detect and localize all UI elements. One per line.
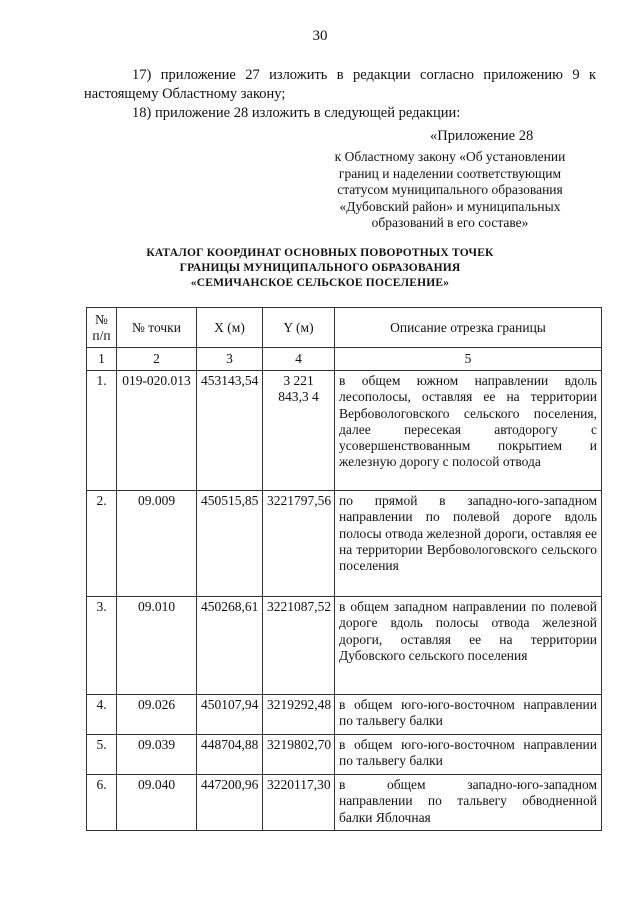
cell-y: 3221797,56 bbox=[263, 491, 335, 597]
cell-x: 450107,94 bbox=[197, 695, 263, 735]
appendix-subtitle-line: статусом муниципального образования bbox=[337, 182, 563, 197]
cell-point: 09.040 bbox=[117, 775, 197, 831]
cell-x: 447200,96 bbox=[197, 775, 263, 831]
appendix-subtitle-line: образований в его составе» bbox=[371, 215, 529, 230]
cell-point: 019-020.013 bbox=[117, 371, 197, 491]
index-cell: 2 bbox=[117, 348, 197, 371]
appendix-subtitle bbox=[312, 149, 588, 232]
paragraph-17 bbox=[84, 66, 596, 104]
catalog-title-line: «СЕМИЧАНСКОЕ СЕЛЬСКОЕ ПОСЕЛЕНИЕ» bbox=[190, 277, 450, 289]
cell-num: 5. bbox=[87, 735, 117, 775]
table-row bbox=[87, 775, 602, 831]
catalog-title-line: КАТАЛОГ КООРДИНАТ ОСНОВНЫХ ПОВОРОТНЫХ ТОЧЕК bbox=[146, 247, 494, 259]
cell-point: 09.009 bbox=[117, 491, 197, 597]
cell-point: 09.010 bbox=[117, 597, 197, 695]
appendix-subtitle-line: «Дубовский район» и муниципальных bbox=[339, 198, 561, 214]
table-row bbox=[87, 735, 602, 775]
index-cell: 4 bbox=[263, 348, 335, 371]
cell-description: в общем юго-юго-восточном направлении по тальвегу балки bbox=[335, 735, 602, 775]
paragraph-18-text: 18) приложение 28 изложить в следующей редакции: bbox=[132, 105, 461, 121]
cell-num: 3. bbox=[87, 597, 117, 695]
paragraph-17-text: 17) приложение 27 изложить в редакции согласно приложению 9 к настоящему Областному закону; bbox=[84, 67, 596, 102]
header-num: № п/п bbox=[87, 308, 117, 348]
cell-point: 09.026 bbox=[117, 695, 197, 735]
appendix-subtitle-line: к Областному закону «Об установлении bbox=[334, 149, 566, 164]
catalog-title bbox=[0, 246, 640, 291]
cell-y: 3219802,70 bbox=[263, 735, 335, 775]
cell-description: в общем западно-юго-западном направлении по тальвегу обводненной балки Яблочная bbox=[335, 775, 602, 831]
appendix-subtitle-line: границ и наделении соответствующим bbox=[338, 165, 562, 181]
paragraph-18 bbox=[84, 104, 596, 123]
header-x: X (м) bbox=[197, 308, 263, 348]
header-description: Описание отрезка границы bbox=[335, 308, 602, 348]
header-y: Y (м) bbox=[263, 308, 335, 348]
index-cell: 5 bbox=[335, 348, 602, 371]
table-row bbox=[87, 491, 602, 597]
table-row bbox=[87, 371, 602, 491]
cell-description: по прямой в западно-юго-западном направлении по полевой дороге вдоль полосы отвода железной дороги, оставляя ее на территории Вербовологовского сельского поселения bbox=[335, 491, 602, 597]
cell-description: в общем западном направлении по полевой дороге вдоль полосы отвода железной дороги, оставляя ее на территории Дубовского сельского поселения bbox=[335, 597, 602, 695]
catalog-title-line: ГРАНИЦЫ МУНИЦИПАЛЬНОГО ОБРАЗОВАНИЯ bbox=[179, 262, 461, 274]
cell-y: 3220117,30 bbox=[263, 775, 335, 831]
cell-num: 6. bbox=[87, 775, 117, 831]
table-row bbox=[87, 597, 602, 695]
cell-y: 3 221 843,3 4 bbox=[263, 371, 335, 491]
index-row bbox=[87, 348, 602, 371]
header-point: № точки bbox=[117, 308, 197, 348]
cell-y: 3221087,52 bbox=[263, 597, 335, 695]
cell-description: в общем юго-юго-восточном направлении по тальвегу балки bbox=[335, 695, 602, 735]
appendix-title: «Приложение 28 bbox=[430, 128, 534, 144]
index-cell: 3 bbox=[197, 348, 263, 371]
cell-point: 09.039 bbox=[117, 735, 197, 775]
cell-description: в общем южном направлении вдоль лесополосы, оставляя ее на территории Вербовологовского сельского поселения, далее пересекая автодорогу с усовершенствованным покрытием и железную дорогу с полосой отвода bbox=[335, 371, 602, 491]
cell-num: 1. bbox=[87, 371, 117, 491]
cell-x: 453143,54 bbox=[197, 371, 263, 491]
page-number: 30 bbox=[312, 28, 328, 44]
cell-num: 2. bbox=[87, 491, 117, 597]
cell-y: 3219292,48 bbox=[263, 695, 335, 735]
index-cell: 1 bbox=[87, 348, 117, 371]
cell-x: 448704,88 bbox=[197, 735, 263, 775]
cell-x: 450268,61 bbox=[197, 597, 263, 695]
cell-num: 4. bbox=[87, 695, 117, 735]
table-row bbox=[87, 695, 602, 735]
coordinates-table bbox=[86, 307, 602, 831]
cell-x: 450515,85 bbox=[197, 491, 263, 597]
